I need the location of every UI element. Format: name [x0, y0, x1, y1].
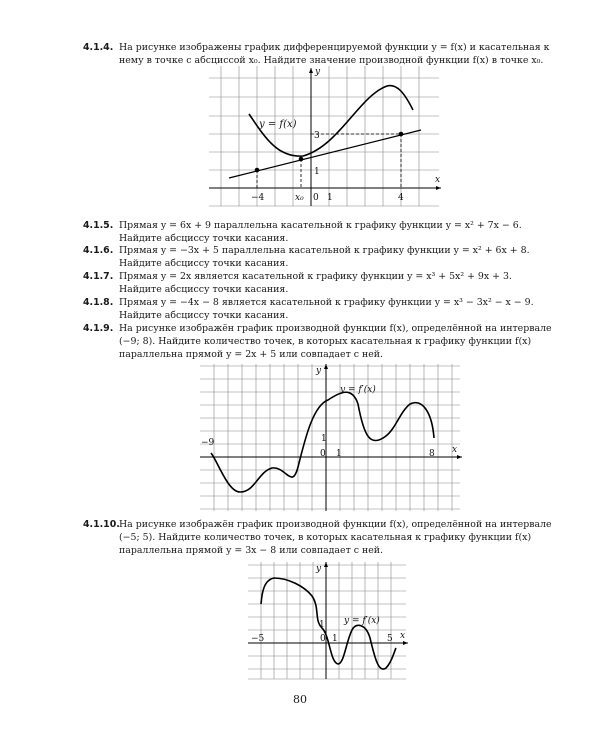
y-axis-arrow — [324, 364, 328, 369]
tick-label: 8 — [429, 449, 435, 459]
tick-label: 1 — [332, 634, 338, 644]
tick-label: 0 — [313, 193, 319, 203]
tick-label: 5 — [387, 634, 393, 644]
axis-label-y: y — [316, 366, 322, 376]
axes — [248, 562, 408, 679]
axis-label-y: y — [315, 67, 321, 77]
x-axis-arrow — [436, 186, 441, 190]
point-b — [399, 132, 404, 137]
grid — [209, 66, 439, 206]
curve-label: y = f′(x) — [344, 616, 380, 626]
figure-derivative-graph-1 — [200, 364, 465, 514]
tick-label: 1 — [314, 167, 320, 177]
x-axis-arrow — [457, 455, 462, 459]
problem-text: На рисунке изображён график производной функции f(x), определённой на интервале (−9; 8). Найдите количество точек, в которых касательная к графику функции f(x) параллельна прямой y = 2x + 5 или совпадает с ней. — [119, 323, 552, 360]
tick-label: 3 — [314, 131, 320, 141]
problem-4-1-10 — [83, 518, 553, 557]
problem-text: Прямая y = 2x является касательной к графику функции y = x³ + 5x² + 9x + 3. Найдите абсциссу точки касания. — [119, 271, 512, 295]
problem-number: 4.1.6. — [83, 245, 114, 256]
problem-number: 4.1.8. — [83, 297, 114, 308]
tick-label: −9 — [201, 438, 215, 448]
x-axis-arrow — [403, 641, 408, 645]
curve-label: y = f(x) — [259, 119, 297, 130]
y-axis-arrow — [309, 68, 313, 73]
problem-4-1-6 — [83, 244, 553, 270]
problem-4-1-9 — [83, 322, 553, 361]
tick-label: x₀ — [295, 193, 304, 203]
curve-label: y = f′(x) — [340, 385, 376, 395]
axis-label-y: y — [316, 564, 322, 574]
axis-label-x: x — [400, 631, 406, 641]
problem-number: 4.1.10. — [83, 519, 120, 530]
axes — [209, 68, 441, 206]
tick-label: 1 — [321, 434, 327, 444]
problem-number: 4.1.4. — [83, 42, 114, 53]
point-a — [255, 168, 260, 173]
tangent-point — [299, 157, 304, 162]
tick-label: 1 — [319, 620, 325, 630]
problem-4-1-5 — [83, 219, 553, 245]
problem-4-1-8 — [83, 296, 553, 322]
problem-text: Прямая y = −3x + 5 параллельна касательной к графику функции y = x² + 6x + 8. Найдите абсциссу точки касания. — [119, 245, 530, 269]
problem-text: На рисунке изображены график дифференцируемой функции y = f(x) и касательная к нему в точке с абсциссой x₀. Найдите значение производной функции f(x) в точке x₀. — [119, 42, 550, 66]
tick-label: −5 — [251, 634, 265, 644]
axis-label-x: x — [452, 445, 458, 455]
axes — [200, 364, 462, 511]
tick-label: 4 — [398, 193, 404, 203]
problem-number: 4.1.5. — [83, 220, 114, 231]
problem-text: Прямая y = 6x + 9 параллельна касательной к графику функции y = x² + 7x − 6. Найдите абсциссу точки касания. — [119, 220, 522, 244]
problem-4-1-4 — [83, 41, 553, 67]
figure-derivative-graph-2 — [248, 562, 413, 680]
page-number: 80 — [293, 693, 307, 706]
tick-label: 0 — [320, 449, 326, 459]
problem-4-1-7 — [83, 270, 553, 296]
problem-number: 4.1.7. — [83, 271, 114, 282]
figure-tangent-graph — [209, 66, 449, 216]
problem-text: Прямая y = −4x − 8 является касательной к графику функции y = x³ − 3x² − x − 9. Найдите абсциссу точки касания. — [119, 297, 534, 321]
tick-label: 0 — [320, 634, 326, 644]
problem-number: 4.1.9. — [83, 323, 114, 334]
problem-text: На рисунке изображён график производной функции f(x), определённой на интервале (−5; 5). Найдите количество точек, в которых касательная к графику функции f(x) параллельна прямой y = 3x − 8 или совпадает с ней. — [119, 519, 552, 556]
tick-label: −4 — [251, 193, 265, 203]
grid — [200, 364, 460, 511]
tick-label: 1 — [336, 449, 342, 459]
tick-label: 1 — [327, 193, 333, 203]
axis-label-x: x — [435, 175, 441, 185]
y-axis-arrow — [324, 562, 328, 567]
